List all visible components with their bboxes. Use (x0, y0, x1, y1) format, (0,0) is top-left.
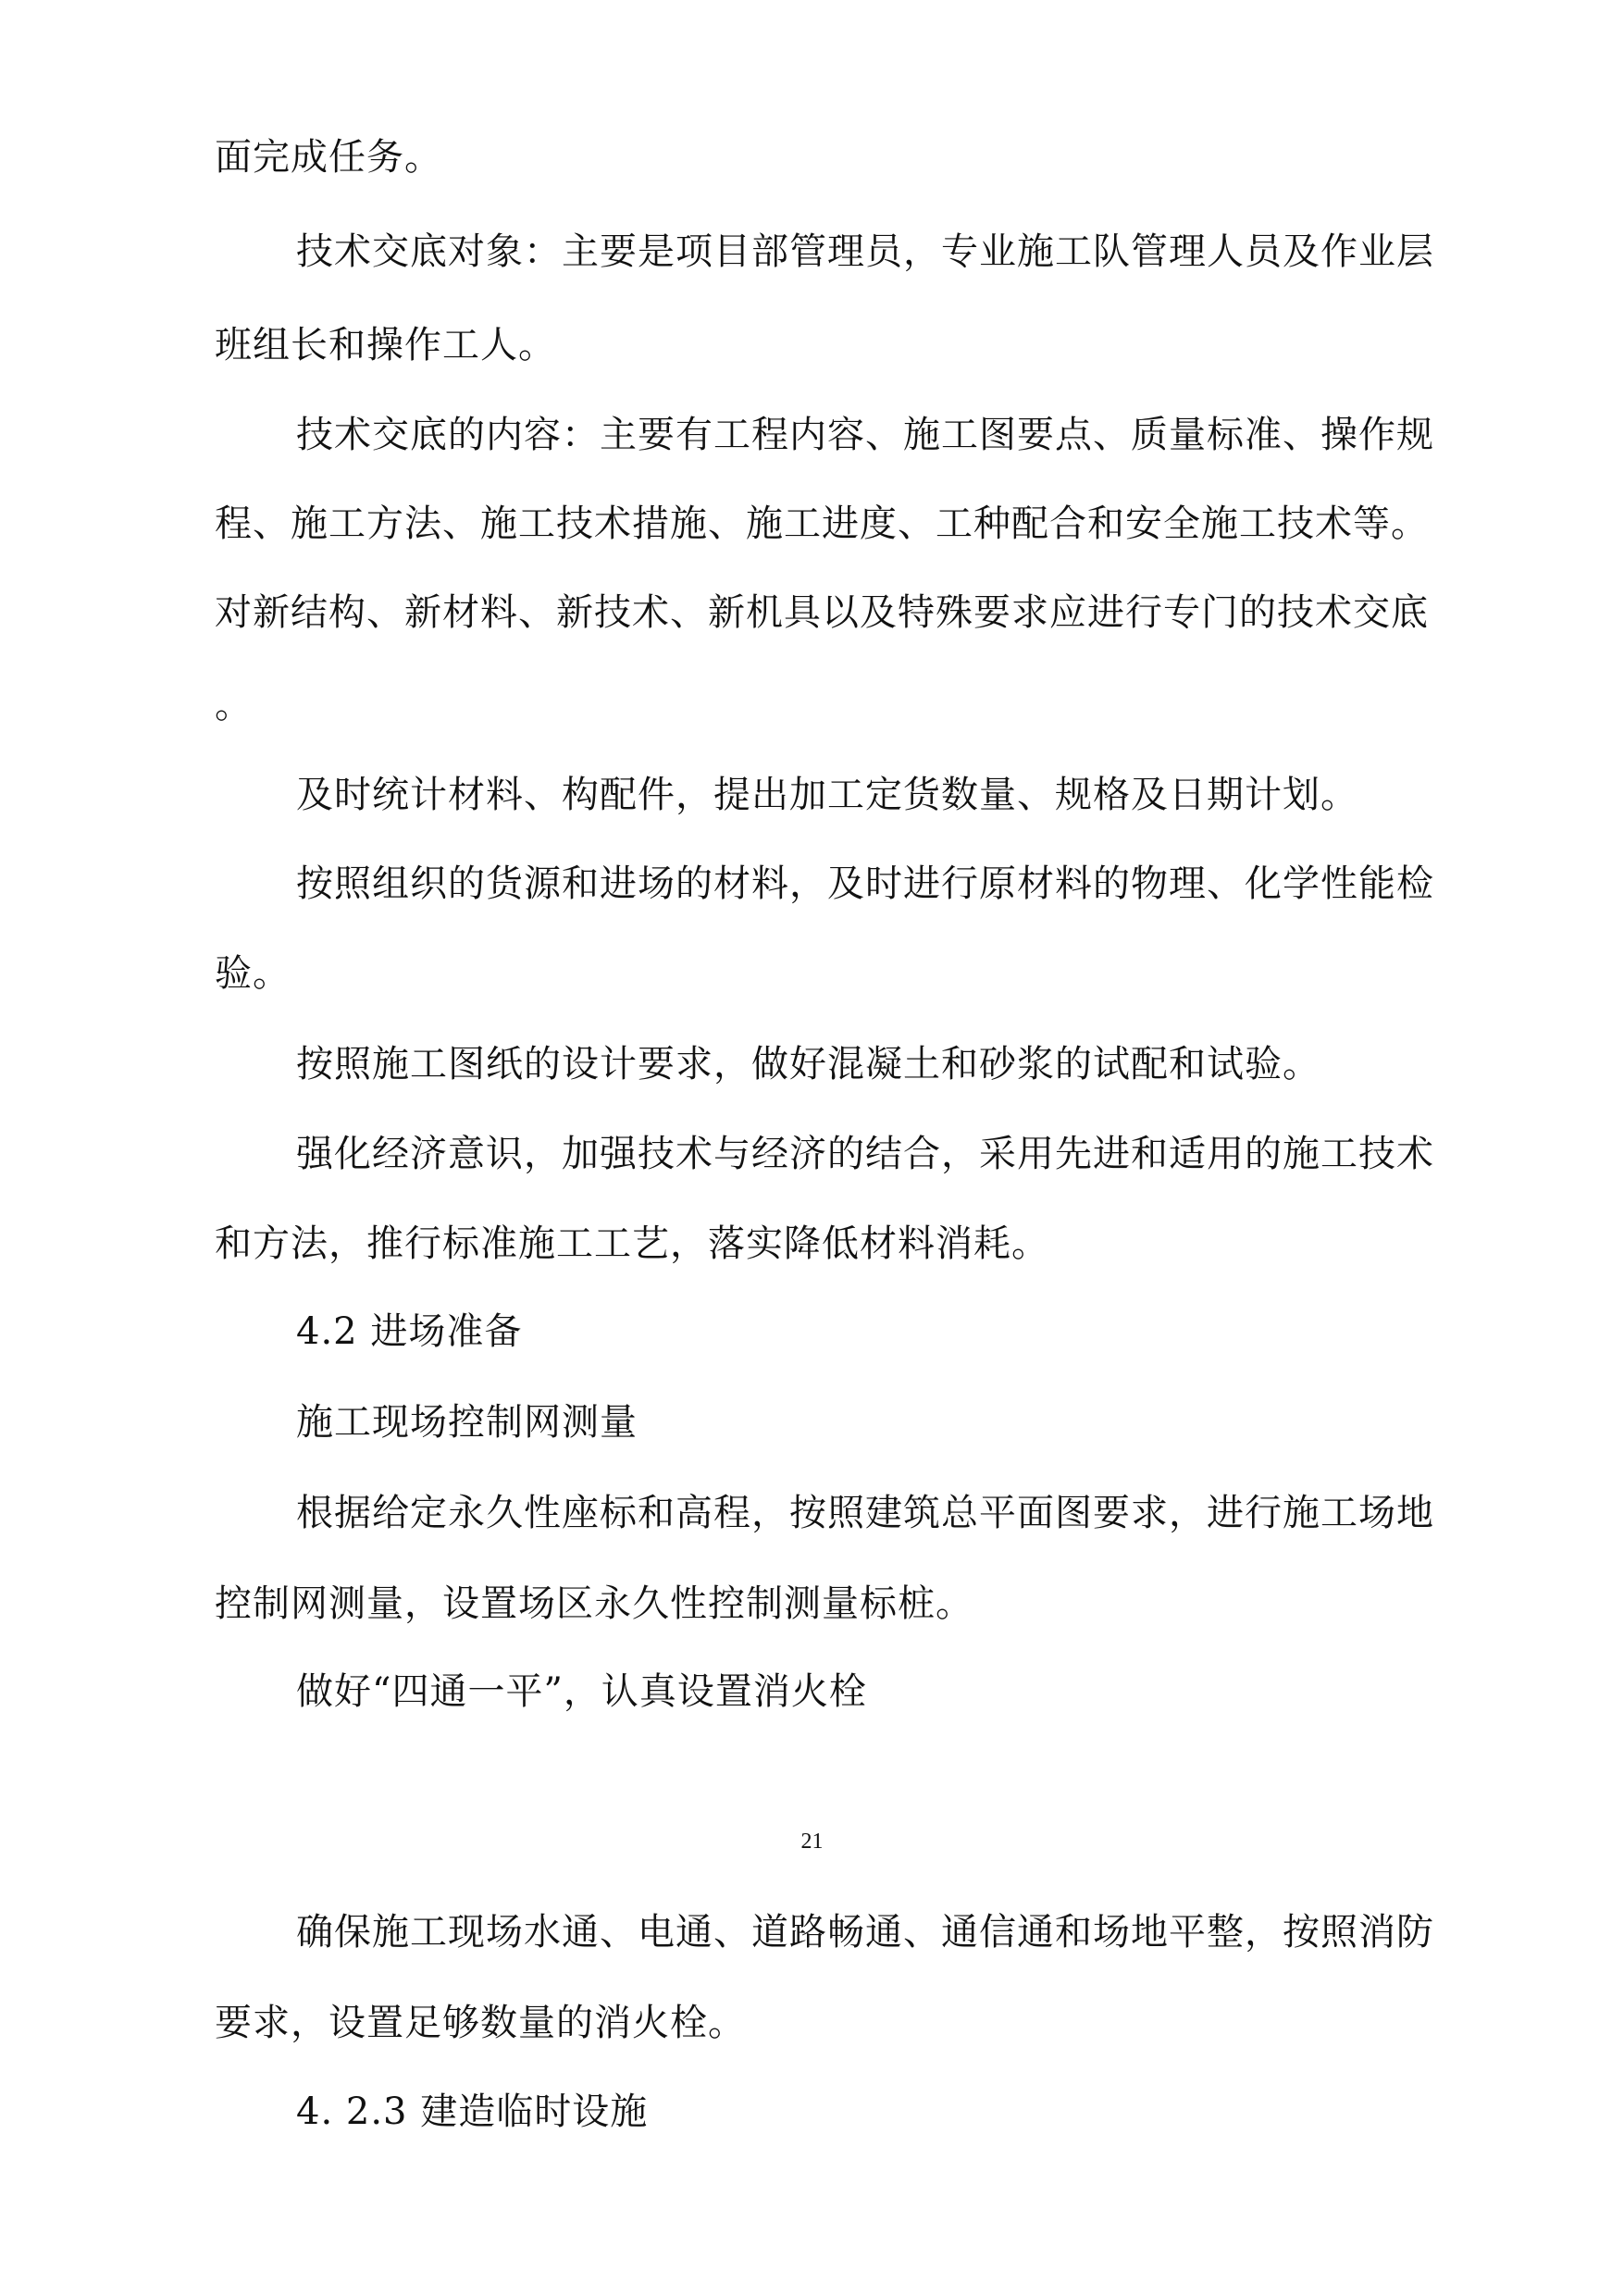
paragraph-line: 控制网测量，设置场区永久性控制测量标桩。 (215, 1582, 973, 1625)
paragraph-line: 验。 (215, 952, 291, 995)
paragraph-line: 和方法，推行标准施工工艺，落实降低材料消耗。 (215, 1222, 1049, 1265)
paragraph-line: 要求，设置足够数量的消火栓。 (215, 2002, 746, 2044)
paragraph-line: 面完成任务。 (215, 136, 442, 179)
paragraph-line: 技术交底的内容：主要有工程内容、施工图要点、质量标准、操作规 (296, 414, 1434, 456)
section-heading: 4.2 进场准备 (296, 1310, 523, 1353)
paragraph-line: 对新结构、新材料、新技术、新机具以及特殊要求应进行专门的技术交底 (215, 591, 1429, 634)
subsection-heading: 施工现场控制网测量 (296, 1401, 638, 1444)
paragraph-line: 强化经济意识，加强技术与经济的结合，采用先进和适用的施工技术 (296, 1133, 1434, 1175)
paragraph-line: 按照施工图纸的设计要求，做好混凝土和砂浆的试配和试验。 (296, 1043, 1320, 1085)
paragraph-line: 班组长和操作工人。 (215, 324, 556, 366)
paragraph-line: 程、施工方法、施工技术措施、施工进度、工种配合和安全施工技术等。 (215, 502, 1429, 545)
paragraph-line: 及时统计材料、构配件，提出加工定货数量、规格及日期计划。 (296, 774, 1358, 816)
paragraph-line: 技术交底对象：主要是项目部管理员，专业施工队管理人员及作业层 (296, 230, 1434, 273)
page-number: 21 (800, 1830, 824, 1854)
paragraph-line: 。 (215, 684, 253, 726)
paragraph-line: 按照组织的货源和进场的材料，及时进行原材料的物理、化学性能检 (296, 862, 1434, 905)
subsection-heading: 做好“四通一平”，认真设置消火栓 (296, 1670, 867, 1713)
paragraph-line: 确保施工现场水通、电通、道路畅通、通信通和场地平整，按照消防 (296, 1911, 1434, 1954)
paragraph-line: 根据给定永久性座标和高程，按照建筑总平面图要求，进行施工场地 (296, 1492, 1434, 1534)
section-heading: 4. 2.3 建造临时设施 (296, 2090, 649, 2133)
